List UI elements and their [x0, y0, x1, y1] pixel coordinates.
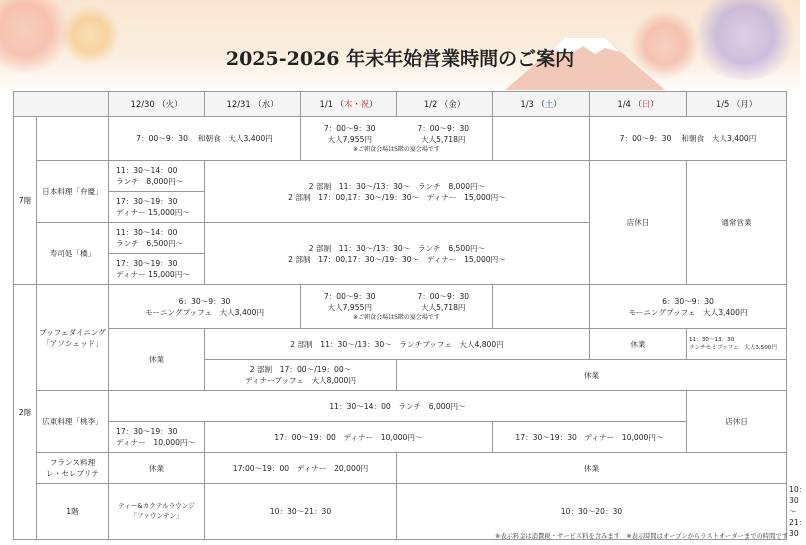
floor-1-label: 1階 — [37, 484, 109, 540]
semi-buffet-cell: 11：30～13：30 ランチセミブッフェ 大人3,500円 — [687, 329, 787, 360]
lunch-cell: 11：30～14：00 ランチ 8,000円～ — [109, 161, 205, 192]
dinner-cell: 17:00～19：00 ディナー 20,000円 — [205, 453, 397, 484]
breakfast-cell: 6：30～9：30 モーニングブッフェ 大人3,400円 — [109, 285, 301, 329]
lunch-cell: 11：30～14：00 ランチ 6,000円～ — [109, 391, 687, 422]
closed-cell: 休業 — [109, 453, 205, 484]
hours-cell: 10：30～21：30 — [205, 484, 397, 540]
closed-cell: 休業 — [590, 329, 687, 360]
hours-cell: 10：30～20：30 — [397, 484, 787, 540]
corner-cell — [14, 92, 109, 117]
closed-cell: 休業 — [397, 360, 787, 391]
normal-business-cell: 通常営業 — [687, 161, 787, 285]
closed-cell: 店休日 — [590, 161, 687, 285]
floor-7-label: 7階 — [14, 117, 37, 285]
header-row — [14, 92, 787, 117]
dinner-cell: 17：30～19：30 ディナー 15,000円～ — [109, 254, 205, 285]
page-title: 2025-2026 年末年始営業時間のご案内 — [225, 48, 575, 70]
restaurant-name: ブッフェダイニング 「アソシェッド」 — [37, 285, 109, 391]
dinner-buffet-cell: 2 部制 17：00～/19：00～ ディナーブッフェ 大人8,000円 — [205, 360, 397, 391]
two-part-cell: 2 部制 11：30～/13：30～ ランチ 8,000円～ 2 部制 17：00,17：30～/19：30～ ディナー 15,000円～ — [205, 161, 590, 223]
day-header: 1/1 （木・祝） — [301, 92, 397, 117]
day-header: 1/3 （土） — [493, 92, 590, 117]
breakfast-cell: 6：30～9：30 モーニングブッフェ 大人3,400円 — [590, 285, 787, 329]
empty-cell — [493, 285, 590, 329]
closed-cell: 休業 — [397, 453, 787, 484]
dinner-cell: 17：30～19：30 ディナー 10,000円～ — [493, 422, 687, 453]
restaurant-name: フランス料理 レ・セレブリテ — [37, 453, 109, 484]
breakfast-cell: 7：00～9：30 和朝食 大人3,400円 — [590, 117, 787, 161]
breakfast-special-cell: 7：00～9：30 大人7,955円 7：00～9：30 大人5,718円 ※ご朝食会場は5階の宴会場です — [301, 117, 493, 161]
floor-2-label: 2階 — [14, 285, 37, 540]
empty-cell — [493, 117, 590, 161]
schedule-table: 12/30 （火） 12/31 （水） 1/1 （木・祝） 1/2 （金） 1/3 （土） 1/4 （日） 1/5 （月） 7階 7：00～9：30 和朝食 大人3,400円 7：00～9：30 大人7,955円 7：00～9：30 大人5,718円 ※ご朝食会場は5階の宴会場です 7：00～9：30 和朝食 大人3,400円 日本料理「弁慶」 11：30～14：00 ランチ 8,000円～ 2 部制 11：30～/13：30～ ランチ 8,000円～ 2 部制 17：00,17：30～/19：30～ ディナー 15,000円～ 店休日 通常営業 17：30～19：30 ディナー 15,000円～ 寿司処「橋」 11：30～14：00 ランチ 6,500円～ 2 部制 11：30～/13：30～ ランチ 6,500円～ 2 部制 17：00,17：30～/19：30～ ディナー 15,000円～ 17：30～19：30 ディナー 15,000円～ 2階 ブッフェダイニング 「アソシェッド」 6：30～9：30 モーニングブッフェ 大人3,400円 7：00～9：30 大人7,955円 7：00～9：30 大人5,718円 ※ご朝食会場は5階の宴会場です 6：30～9：30 モーニングブッフェ 大人3,400円 休業 2 部制 11：30～/13：30～ ランチブッフェ 大人4,800円 休業 11：30～13：30 ランチセミブッフェ 大人3,500円 2 部制 17：00～/19：00～ ディナーブッフェ 大人8,000円 休業 広東料理「桃李」 11：30～14：00 ランチ 6,000円～ 店休日 17：30～19：30 ディナー 10,000円～ 17：00～19：00 ディナー 10,000円～ 17：30～19：30 ディナー 10,000円～ フランス料理 レ・セレブリテ 休業 17:00～19：00 ディナー 20,000円 休業 1階 ティー&カクテルラウンジ 「ファウンテン」 10：30～21：30 10：30～20：30 10：30～21：30 — [13, 91, 787, 540]
dinner-cell: 17：00～19：00 ディナー 10,000円～ — [205, 422, 493, 453]
day-header: 1/5 （月） — [687, 92, 787, 117]
lunch-cell: 11：30～14：00 ランチ 6,500円～ — [109, 223, 205, 254]
breakfast-note: ※ご朝食会場は5階の宴会場です — [353, 145, 440, 153]
restaurant-name: 広東料理「桃李」 — [37, 391, 109, 453]
breakfast-special-cell: 7：00～9：30 大人7,955円 7：00～9：30 大人5,718円 ※ご朝食会場は5階の宴会場です — [301, 285, 493, 329]
closed-cell: 休業 — [109, 329, 205, 391]
restaurant-name: 寿司処「橋」 — [37, 223, 109, 285]
two-part-cell: 2 部制 11：30～/13：30～ ランチ 6,500円～ 2 部制 17：00,17：30～/19：30～ ディナー 15,000円～ — [205, 223, 590, 285]
day-header: 12/30 （火） — [109, 92, 205, 117]
day-header: 12/31 （水） — [205, 92, 301, 117]
breakfast-note: ※ご朝食会場は5階の宴会場です — [353, 313, 440, 321]
day-header: 1/4 （日） — [590, 92, 687, 117]
lunch-buffet-cell: 2 部制 11：30～/13：30～ ランチブッフェ 大人4,800円 — [205, 329, 590, 360]
dinner-cell: 17：30～19：30 ディナー 15,000円～ — [109, 192, 205, 223]
restaurant-name: 日本料理「弁慶」 — [37, 161, 109, 223]
restaurant-name: ティー&カクテルラウンジ 「ファウンテン」 — [109, 484, 205, 540]
footer-note: ※表示料金は消費税・サービス料を含みます ※表示時間はオープンからラストオーダーまでの時間です — [495, 533, 788, 540]
empty-cell — [37, 117, 109, 161]
dinner-cell: 17：30～19：30 ディナー 10,000円～ — [109, 422, 205, 453]
day-header: 1/2 （金） — [397, 92, 493, 117]
breakfast-cell: 7：00～9：30 和朝食 大人3,400円 — [109, 117, 301, 161]
closed-cell: 店休日 — [687, 391, 787, 453]
